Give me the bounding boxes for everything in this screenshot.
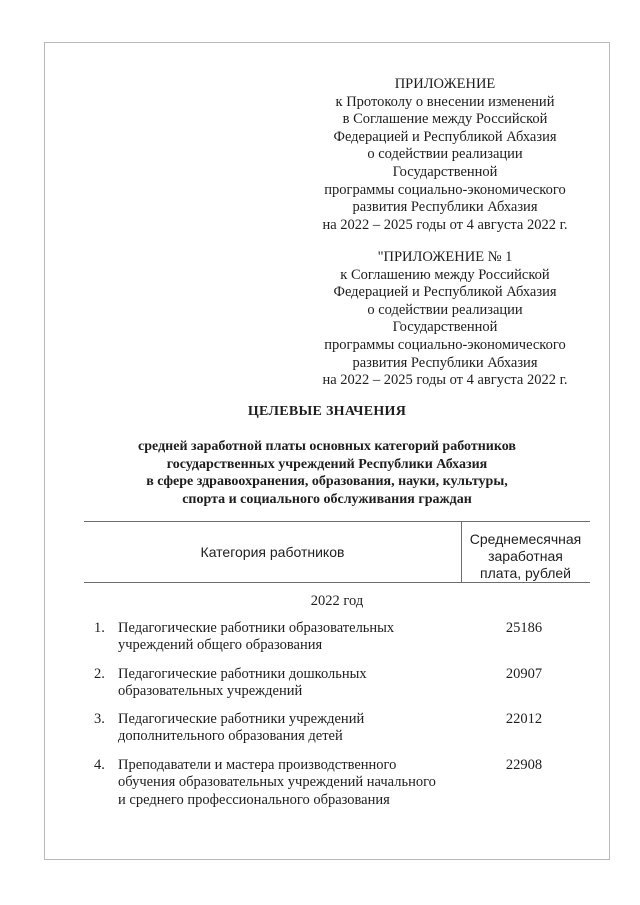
row-number: 4. xyxy=(94,757,105,773)
appendix-line: Государственной xyxy=(392,163,498,180)
row-number: 2. xyxy=(94,666,105,682)
appendix-line: развития Республики Абхазия xyxy=(352,354,538,371)
row-category-line: Педагогические работники учреждений xyxy=(118,711,365,727)
row-category-line: Педагогические работники дошкольных xyxy=(118,666,367,682)
row-salary: 25186 xyxy=(505,620,543,636)
row-category xyxy=(118,711,468,746)
appendix-line: к Протоколу о внесении изменений xyxy=(335,93,555,110)
appendix-line: Федерацией и Республикой Абхазия xyxy=(333,128,557,145)
appendix-line: программы социально-экономического xyxy=(324,181,566,198)
document-title: ЦЕЛЕВЫЕ ЗНАЧЕНИЯ xyxy=(247,404,407,419)
table-header-rule xyxy=(84,582,590,583)
appendix-line: на 2022 – 2025 годы от 4 августа 2022 г. xyxy=(322,372,568,389)
appendix-line: Федерацией и Республикой Абхазия xyxy=(333,284,557,301)
row-category-line: образовательных учреждений xyxy=(118,683,303,700)
column-header-line: плата, рублей xyxy=(480,565,571,581)
column-header-line: Среднемесячная xyxy=(469,531,582,547)
row-category-line: обучения образовательных учреждений начального xyxy=(118,774,436,791)
appendix-line: развития Республики Абхазия xyxy=(352,199,538,216)
row-number: 3. xyxy=(94,711,105,727)
row-category xyxy=(118,620,468,655)
column-header-line: заработная xyxy=(488,548,563,564)
row-salary: 22908 xyxy=(505,757,543,773)
subtitle-line: в сфере здравоохранения, образования, науки, культуры, xyxy=(146,474,508,490)
document-subtitle xyxy=(44,438,610,508)
appendix-line: о содействии реализации xyxy=(367,146,523,163)
appendix-line: программы социально-экономического xyxy=(324,336,566,353)
column-header-salary xyxy=(461,531,590,582)
appendix-line: "ПРИЛОЖЕНИЕ № 1 xyxy=(377,249,513,265)
subtitle-line: спорта и социального обслуживания граждан xyxy=(182,491,472,507)
year-heading: 2022 год xyxy=(310,593,364,609)
appendix-line: Государственной xyxy=(392,319,498,336)
row-salary: 22012 xyxy=(505,711,543,727)
column-header-category: Категория работников xyxy=(200,544,345,560)
row-category-line: дополнительного образования детей xyxy=(118,728,343,745)
subtitle-line: средней заработной платы основных категорий работников xyxy=(138,439,516,454)
row-category-line: учреждений общего образования xyxy=(118,637,323,654)
row-category-line: Педагогические работники образовательных xyxy=(118,620,395,636)
row-category xyxy=(118,666,468,701)
appendix-protocol-header xyxy=(300,76,590,234)
subtitle-line: государственных учреждений Республики Абхазия xyxy=(166,456,488,472)
appendix-line: к Соглашению между Российской xyxy=(340,266,550,283)
appendix-line: в Соглашение между Российской xyxy=(342,111,548,128)
appendix-line: ПРИЛОЖЕНИЕ xyxy=(394,76,496,92)
appendix-line: на 2022 – 2025 годы от 4 августа 2022 г. xyxy=(322,216,568,233)
row-number: 1. xyxy=(94,620,105,636)
row-category-line: и среднего профессионального образования xyxy=(118,791,390,808)
row-category xyxy=(118,757,468,809)
row-salary: 20907 xyxy=(505,666,543,682)
appendix-line: о содействии реализации xyxy=(367,301,523,318)
row-category-line: Преподаватели и мастера производственного xyxy=(118,757,397,773)
appendix-agreement-header xyxy=(300,249,590,390)
table-top-rule xyxy=(84,521,590,522)
